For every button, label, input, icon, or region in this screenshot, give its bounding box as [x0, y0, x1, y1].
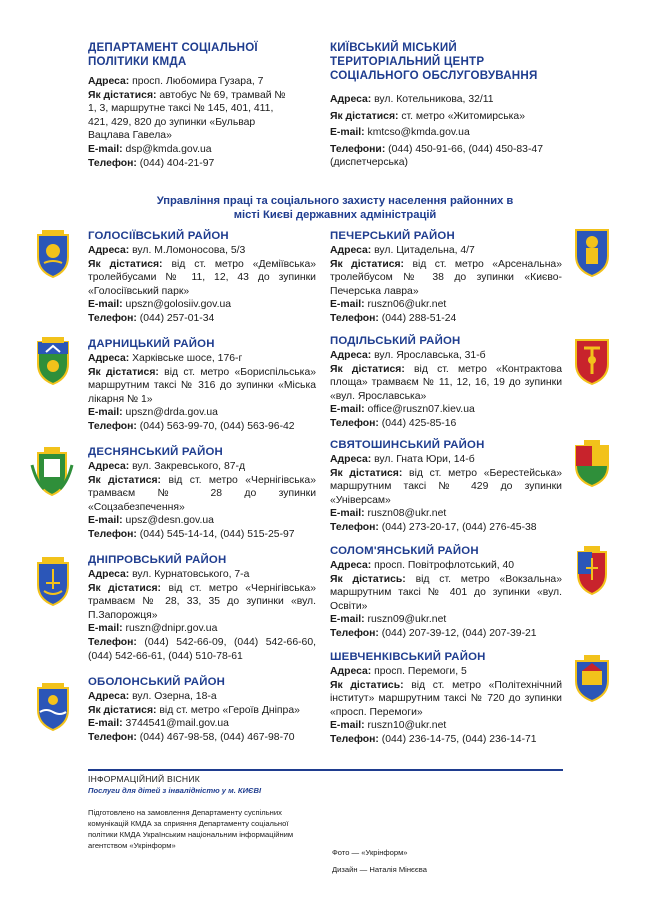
phone-label: Телефон:	[88, 731, 137, 743]
phone-label: Телефон:	[88, 636, 137, 648]
phone-value: (044) 425-85-16	[381, 417, 457, 429]
address-label: Адреса:	[88, 569, 130, 580]
email-value[interactable]: ruszn09@ukr.net	[367, 614, 447, 626]
email-value[interactable]: upszn@golosiiv.gov.ua	[125, 299, 232, 311]
phone-label: Телефон:	[330, 417, 379, 429]
dept-phone: (044) 404-21-97	[139, 157, 215, 169]
address-label: Адреса:	[330, 666, 372, 677]
district-title: ПЕЧЕРСЬКИЙ РАЙОН	[330, 230, 455, 242]
shevchenkivskyi-crest-icon	[570, 653, 614, 703]
how-label: Як дістатися:	[330, 363, 405, 375]
district-shevchenkivskyi	[330, 650, 562, 747]
how-value: від ст. метро «Вокзальна» маршрутним таксі № 401 до зупинки «вул. Освіти»	[330, 573, 562, 612]
dept-email-label: E-mail:	[88, 143, 123, 155]
dept-how-label: Як дістатися:	[88, 89, 157, 101]
email-label: E-mail:	[330, 404, 365, 416]
how-label: Як дістатися:	[88, 582, 162, 594]
phone-value: (044) 288-51-24	[381, 312, 457, 324]
email-value[interactable]: upszn@drda.gov.ua	[125, 407, 218, 419]
district-title: ДЕСНЯНСЬКИЙ РАЙОН	[88, 446, 223, 458]
desnianskyi-crest-icon	[30, 445, 74, 497]
address-label: Адреса:	[330, 454, 372, 465]
dept-phone-label: Телефон:	[88, 157, 137, 169]
address-value: просп. Повітрофлотський, 40	[374, 560, 515, 571]
center-phone: (044) 450-91-66, (044) 450-83-47 (диспетчерська)	[330, 143, 543, 169]
address-label: Адреса:	[330, 560, 372, 571]
footer-design: Дизайн — Наталія Мінєєва	[332, 865, 427, 874]
how-label: Як дістатися:	[88, 474, 162, 486]
sviatoshynskyi-crest-icon	[570, 438, 614, 488]
how-value: від ст. метро «Контрактова площа» трамваєм № 11, 12, 16, 19 до зупинки «вул. Ярославська»	[330, 363, 562, 402]
district-podilskyi	[330, 334, 562, 431]
address-value: вул. Цитадельна, 4/7	[374, 245, 475, 256]
phone-value: (044) 563-99-70, (044) 563-96-42	[139, 420, 295, 432]
phone-value: (044) 273-20-17, (044) 276-45-38	[381, 521, 537, 533]
email-label: E-mail:	[330, 299, 365, 311]
email-label: E-mail:	[88, 515, 123, 527]
district-holosiivskyi	[88, 229, 316, 326]
how-label: Як дістатися:	[88, 366, 159, 378]
section-heading: Управління праці та соціального захисту населення районних в місті Києві державних адміністрацій	[156, 195, 514, 221]
district-pecherskyi	[330, 229, 562, 326]
how-label: Як дістатися:	[330, 467, 403, 479]
phone-value: (044) 257-01-34	[139, 312, 215, 324]
address-value: вул. М.Ломоносова, 5/3	[132, 245, 246, 256]
how-value: від ст. метро «Політехнічний інститут» маршрутним таксі № 720 до зупинки «просп. Перемоги»	[330, 679, 563, 718]
phone-value: (044) 207-39-12, (044) 207-39-21	[381, 627, 537, 639]
district-desnianskyi	[88, 445, 316, 542]
center-how: ст. метро «Житомирська»	[401, 110, 525, 122]
address-label: Адреса:	[330, 350, 372, 361]
dept-block	[88, 41, 293, 170]
center-phone-label: Телефони:	[330, 143, 386, 155]
address-label: Адреса:	[88, 245, 130, 256]
district-dniprovskyi	[88, 553, 316, 663]
how-label: Як дістатися:	[330, 258, 405, 270]
center-email[interactable]: kmtcso@kmda.gov.ua	[367, 127, 470, 139]
district-title: ГОЛОСІЇВСЬКИЙ РАЙОН	[88, 230, 229, 242]
address-label: Адреса:	[88, 691, 130, 702]
holosiivskyi-crest-icon	[34, 229, 72, 279]
footer-photo: Фото — «Укрінформ»	[332, 848, 408, 857]
address-value: вул. Закревського, 87-д	[132, 461, 246, 472]
district-darnytskyi	[88, 337, 316, 434]
center-address: вул. Котельникова, 32/11	[374, 94, 494, 105]
phone-label: Телефон:	[88, 528, 137, 540]
email-label: E-mail:	[88, 623, 123, 635]
address-value: Харківське шосе, 176-г	[132, 353, 243, 364]
phone-value: (044) 467-98-58, (044) 467-98-70	[139, 731, 295, 743]
district-title: СОЛОМ'ЯНСЬКИЙ РАЙОН	[330, 545, 479, 557]
address-value: вул. Озерна, 18-а	[132, 691, 217, 702]
center-address-label: Адреса:	[330, 94, 372, 105]
phone-value: (044) 542-66-09, (044) 542-66-60, (044) 542-66-61, (044) 510-78-61	[88, 636, 316, 662]
how-value: від ст. метро «Бориспільська» маршрутним таксі № 316 до зупинки «Міська лікарня № 1»	[88, 366, 317, 405]
phone-label: Телефон:	[88, 420, 137, 432]
address-label: Адреса:	[88, 353, 130, 364]
phone-value: (044) 545-14-14, (044) 515-25-97	[139, 528, 295, 540]
district-title: ШЕВЧЕНКІВСЬКИЙ РАЙОН	[330, 651, 486, 663]
how-value: від ст. метро «Чернігівська» трамваєм № 28, 33, 35 до зупинки «вул. П.Запорожця»	[88, 582, 316, 621]
pecherskyi-crest-icon	[572, 228, 612, 278]
dept-title: ДЕПАРТАМЕНТ СОЦІАЛЬНОЇ ПОЛІТИКИ КМДА	[88, 41, 258, 68]
dept-how: автобус № 69, трамвай № 1, 3, маршрутне таксі № 145, 401, 411, 421, 429, 820 до зупинки «Бульвар Вацлава Гавела»	[88, 89, 286, 142]
email-value[interactable]: ruszn@dnipr.gov.ua	[125, 623, 218, 635]
footer-prepared: Підготовлено на замовлення Департаменту суспільних комунікацій КМДА за сприяння Департаменту соціальної політики КМДА Українським національним інформаційним агентством «Укрінформ»	[88, 808, 294, 850]
how-label: Як дістатися:	[88, 704, 157, 716]
dept-email[interactable]: dsp@kmda.gov.ua	[125, 143, 212, 155]
address-label: Адреса:	[330, 245, 372, 256]
district-solomianskyi	[330, 544, 562, 641]
email-label: E-mail:	[330, 720, 365, 732]
footer-subtitle: Послуги для дітей з інвалідністю у м. КИЄВІ	[88, 786, 262, 795]
footer-divider	[88, 769, 563, 771]
center-title: КИЇВСЬКИЙ МІСЬКИЙ ТЕРИТОРІАЛЬНИЙ ЦЕНТР СОЦІАЛЬНОГО ОБСЛУГОВУВАННЯ	[330, 41, 538, 82]
phone-label: Телефон:	[330, 521, 379, 533]
district-title: ПОДІЛЬСЬКИЙ РАЙОН	[330, 335, 461, 347]
address-value: вул. Гната Юри, 14-б	[374, 454, 475, 465]
dept-address: просп. Любомира Гузара, 7	[132, 76, 264, 87]
dniprovskyi-crest-icon	[34, 555, 72, 607]
center-how-label: Як дістатися:	[330, 110, 399, 122]
center-block	[330, 41, 555, 170]
address-value: вул. Курнатовського, 7-а	[132, 569, 250, 580]
podilskyi-crest-icon	[572, 336, 612, 386]
center-email-label: E-mail:	[330, 127, 365, 139]
address-value: вул. Ярославська, 31-б	[374, 350, 486, 361]
phone-label: Телефон:	[330, 312, 379, 324]
email-label: E-mail:	[330, 614, 365, 626]
district-title: СВЯТОШИНСЬКИЙ РАЙОН	[330, 439, 485, 451]
address-value: просп. Перемоги, 5	[374, 666, 467, 677]
phone-label: Телефон:	[330, 733, 379, 745]
how-label: Як дістатись:	[330, 679, 404, 691]
email-label: E-mail:	[88, 299, 123, 311]
phone-label: Телефон:	[88, 312, 137, 324]
district-title: ОБОЛОНСЬКИЙ РАЙОН	[88, 676, 226, 688]
obolonskyi-crest-icon	[34, 682, 72, 732]
district-obolonskyi	[88, 675, 316, 744]
how-label: Як дістатись:	[330, 573, 406, 585]
phone-label: Телефон:	[330, 627, 379, 639]
phone-value: (044) 236-14-75, (044) 236-14-71	[381, 733, 537, 745]
how-value: від ст. метро «Деміївська» тролейбусами № 11, 12, 43 до зупинки «Голосіївський парк»	[88, 258, 316, 297]
district-title: ДНІПРОВСЬКИЙ РАЙОН	[88, 554, 227, 566]
solomianskyi-crest-icon	[570, 544, 614, 596]
email-value[interactable]: ruszn08@ukr.net	[367, 508, 447, 520]
email-value[interactable]: upsz@desn.gov.ua	[125, 515, 214, 527]
email-value[interactable]: 3744541@mail.gov.ua	[125, 718, 229, 730]
district-title: ДАРНИЦЬКИЙ РАЙОН	[88, 338, 215, 350]
how-value: від ст. метро «Берестейська» маршрутним таксі № 429 до зупинки «Універсам»	[330, 467, 562, 506]
address-label: Адреса:	[88, 461, 130, 472]
how-value: від ст. метро «Арсенальна» тролейбусом № 38 до зупинки «Києво-Печерська лавра»	[330, 258, 562, 297]
how-label: Як дістатися:	[88, 258, 163, 270]
email-label: E-mail:	[88, 718, 123, 730]
dept-address-label: Адреса:	[88, 76, 130, 87]
email-label: E-mail:	[330, 508, 365, 520]
email-value[interactable]: ruszn06@ukr.net	[367, 299, 447, 311]
email-value[interactable]: ruszn10@ukr.net	[367, 720, 447, 732]
how-value: від ст. метро «Чернігівська» трамваєм № 28 до зупинки «Соцзабезпечення»	[88, 474, 316, 513]
darnytskyi-crest-icon	[34, 336, 72, 386]
district-sviatoshynskyi	[330, 438, 562, 535]
how-value: від ст. метро «Героїв Дніпра»	[159, 704, 300, 716]
email-label: E-mail:	[88, 407, 123, 419]
footer-title: ІНФОРМАЦІЙНИЙ ВІСНИК	[88, 774, 200, 784]
email-value[interactable]: office@ruszn07.kiev.ua	[367, 404, 475, 416]
